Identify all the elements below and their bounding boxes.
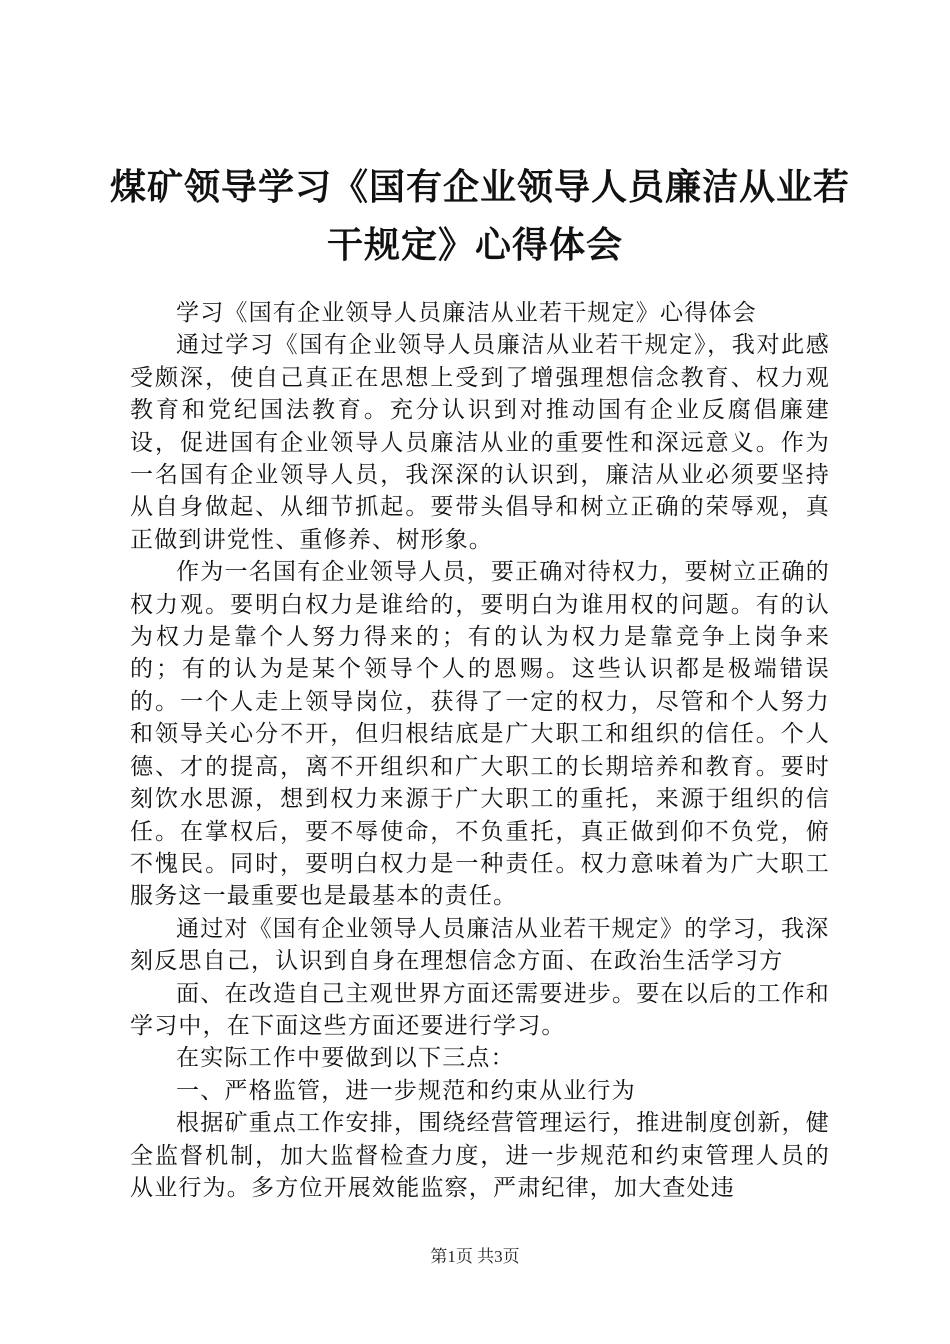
document-title xyxy=(110,158,851,274)
section-heading-1: 一、严格监管，进一步规范和约束从业行为 xyxy=(176,1077,636,1104)
subtitle-paragraph: 学习《国有企业领导人员廉洁从业若干规定》心得体会 xyxy=(176,300,757,326)
body-paragraph-5: 在实际工作中要做到以下三点： xyxy=(176,1045,515,1072)
document-body xyxy=(130,297,830,1204)
title-line-2: 干规定》心得体会 xyxy=(326,224,623,266)
body-paragraph-3: 通过对《国有企业领导人员廉洁从业若干规定》的学习，我深刻反思自己，认识到自身在理想信念方面、在政治生活学习方 xyxy=(130,915,830,975)
body-paragraph-4: 面、在改造自己主观世界方面还需要进步。要在以后的工作和学习中，在下面这些方面还要进行学习。 xyxy=(130,980,830,1039)
title-line-1: 煤矿领导学习《国有企业领导人员廉洁从业若 xyxy=(110,166,851,208)
page-indicator: 第1页 共3页 xyxy=(430,1247,520,1266)
page-footer xyxy=(0,1242,950,1267)
body-paragraph-6: 根据矿重点工作安排，围绕经营管理运行，推进制度创新，健全监督机制，加大监督检查力度，进一步规范和约束管理人员的从业行为。多方位开展效能监察，严肃纪律，加大查处违 xyxy=(130,1110,830,1201)
body-paragraph-1: 通过学习《国有企业领导人员廉洁从业若干规定》，我对此感受颇深，使自己真正在思想上受到了增强理想信念教育、权力观教育和党纪国法教育。充分认识到对推动国有企业反腐倡廉建设，促进国有企业领导人员廉洁从业的重要性和深远意义。作为一名国有企业领导人员，我深深的认识到，廉洁从业必须要坚持从自身做起、从细节抓起。要带头倡导和树立正确的荣辱观，真正做到讲党性、重修养、树形象。 xyxy=(130,332,830,553)
body-paragraph-2: 作为一名国有企业领导人员，要正确对待权力，要树立正确的权力观。要明白权力是谁给的，要明白为谁用权的问题。有的认为权力是靠个人努力得来的；有的认为权力是靠竞争上岗争来的；有的认为是某个领导个人的恩赐。这些认识都是极端错误的。一个人走上领导岗位，获得了一定的权力，尽管和个人努力和领导关心分不开，但归根结底是广大职工和组织的信任。个人德、才的提高，离不开组织和广大职工的长期培养和教育。要时刻饮水思源，想到权力来源于广大职工的重托，来源于组织的信任。在掌权后，要不辱使命，不负重托，真正做到仰不负党，俯不愧民。同时，要明白权力是一种责任。权力意味着为广大职工服务这一最重要也是最基本的责任。 xyxy=(130,559,830,910)
